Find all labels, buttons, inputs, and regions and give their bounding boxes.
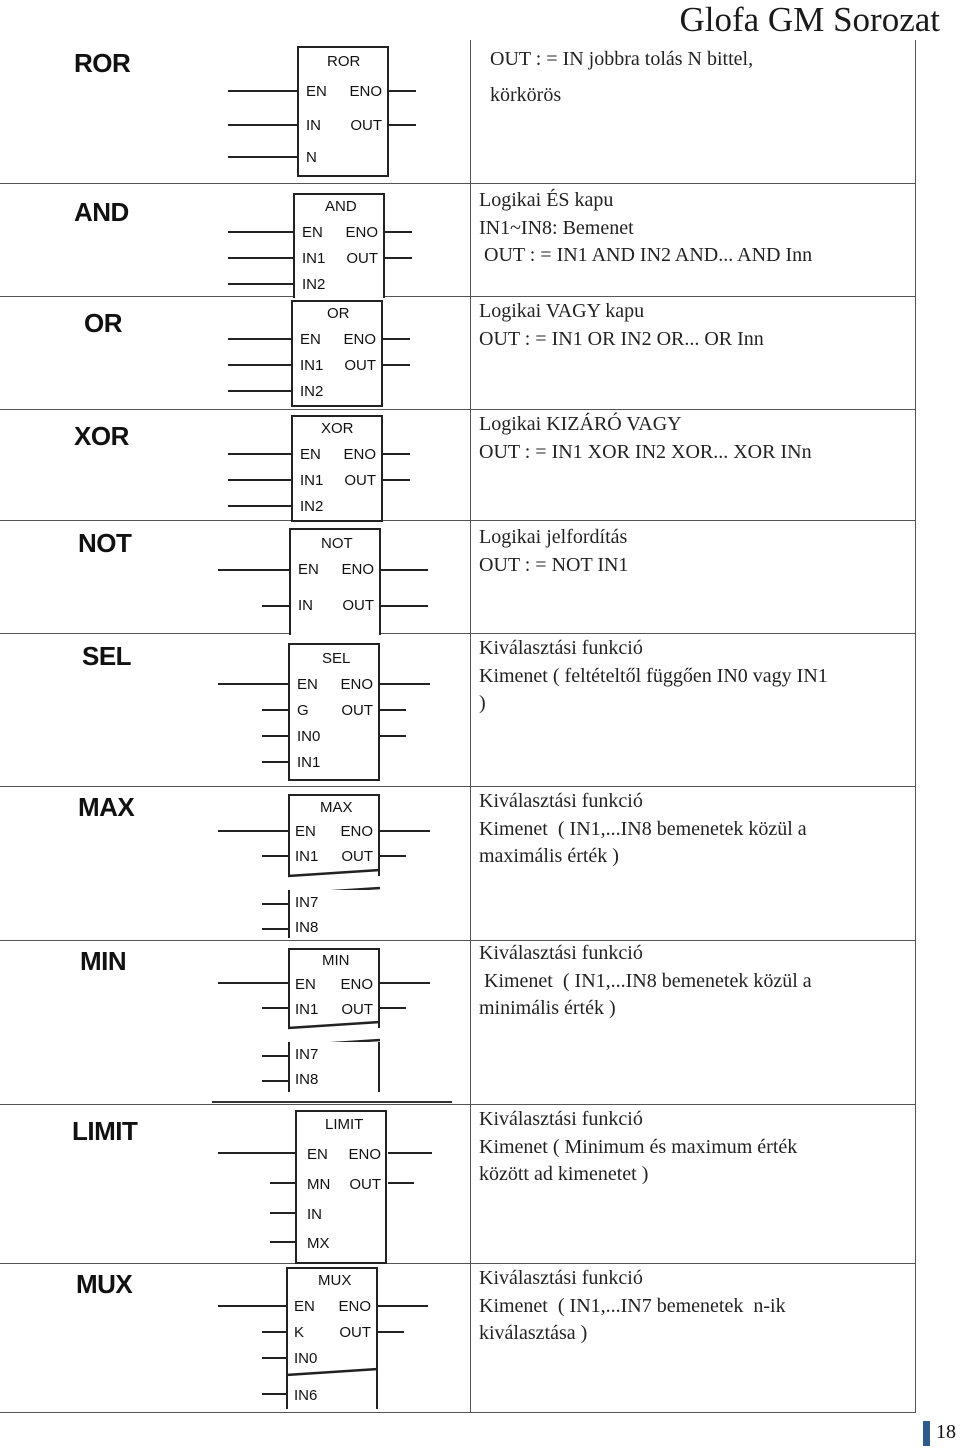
description-line: OUT : = IN jobbra tolás N bittel, [490, 48, 754, 70]
block-output: ENO [340, 823, 373, 840]
function-block [288, 948, 380, 1028]
description-line: minimális érték ) [479, 997, 616, 1019]
function-description [479, 1265, 909, 1348]
block-input: N [306, 149, 317, 166]
description-line: Kimenet ( IN1,...IN8 bemenetek közül a [479, 969, 812, 992]
input-wire [228, 453, 292, 455]
block-input: IN8 [295, 1071, 319, 1088]
function-row-not [0, 520, 916, 633]
output-wire [388, 90, 416, 92]
function-name: MUX [76, 1269, 133, 1299]
page-number: 18 [936, 1421, 956, 1443]
block-input: IN7 [295, 894, 319, 911]
output-wire [382, 364, 410, 366]
block-output: ENO [345, 224, 378, 241]
description-line: OUT : = IN1 OR IN2 OR... OR Inn [479, 327, 764, 350]
function-row-min [0, 940, 916, 1104]
block-input: MN [307, 1176, 331, 1193]
description-line: OUT : = IN1 AND IN2 AND... AND Inn [479, 244, 813, 266]
function-name: OR [84, 308, 122, 338]
output-wire [380, 735, 406, 737]
function-row-max [0, 786, 916, 940]
input-wire [228, 479, 292, 481]
input-wire [218, 1152, 296, 1154]
function-name: NOT [78, 528, 132, 558]
input-wire [228, 390, 292, 392]
block-output: OUT [344, 472, 376, 489]
output-wire [380, 709, 406, 711]
block-output: ENO [349, 83, 382, 100]
block-title: ROR [327, 53, 361, 70]
input-wire [270, 1212, 296, 1214]
output-wire [380, 569, 428, 571]
function-name: SEL [82, 641, 132, 671]
function-block [286, 1267, 378, 1409]
block-input: IN6 [294, 1387, 318, 1404]
input-wire [228, 283, 294, 285]
description-line: ) [479, 692, 486, 714]
output-wire [380, 1007, 406, 1009]
block-output: ENO [340, 976, 373, 993]
input-wire [262, 1357, 286, 1359]
block-title: LIMIT [325, 1116, 364, 1133]
block-input: IN8 [295, 919, 319, 936]
input-wire [270, 1241, 296, 1243]
block-input: IN2 [302, 276, 326, 293]
block-input: IN2 [300, 383, 324, 400]
block-input: IN1 [295, 848, 319, 865]
input-wire [262, 1393, 286, 1395]
block-input: EN [295, 976, 316, 993]
input-wire [262, 903, 288, 905]
output-wire [388, 1152, 432, 1154]
block-output: OUT [339, 1324, 371, 1341]
function-description [479, 411, 909, 466]
output-wire [388, 1182, 414, 1184]
block-title: SEL [322, 650, 351, 667]
input-wire [218, 830, 288, 832]
description-line: IN1~IN8: Bemenet [479, 216, 634, 239]
input-wire [228, 90, 298, 92]
function-block-lower [288, 1042, 380, 1092]
input-wire [262, 605, 290, 607]
block-input: IN2 [300, 498, 324, 515]
input-wire [262, 1055, 288, 1057]
header-title: Glofa GM Sorozat [679, 0, 940, 39]
output-wire [384, 231, 412, 233]
description-line: Logikai VAGY kapu [479, 300, 645, 322]
output-wire [380, 982, 430, 984]
function-name: MAX [78, 792, 135, 822]
output-wire [380, 683, 430, 685]
input-wire [262, 1080, 288, 1082]
output-wire [382, 479, 410, 481]
function-description [479, 788, 909, 871]
block-input: K [294, 1324, 305, 1341]
function-block-lower [288, 890, 378, 938]
input-wire [228, 124, 298, 126]
block-input: IN1 [297, 754, 321, 771]
function-name: AND [74, 197, 129, 227]
description-line: között ad kimenetet ) [479, 1163, 649, 1185]
output-wire [380, 605, 428, 607]
function-block [291, 415, 383, 522]
block-output: OUT [341, 848, 373, 865]
output-wire [388, 124, 416, 126]
output-wire [382, 338, 410, 340]
block-input: IN [306, 117, 321, 134]
function-block [291, 300, 383, 407]
block-output: ENO [348, 1146, 381, 1163]
block-input: EN [300, 331, 321, 348]
output-wire [380, 830, 430, 832]
block-break-marker [284, 1363, 380, 1379]
block-output: OUT [342, 597, 374, 614]
function-row-or [0, 296, 916, 409]
description-line: Kiválasztási funkció [479, 942, 643, 964]
description-line: Logikai ÉS kapu [479, 189, 614, 211]
input-wire [262, 1331, 286, 1333]
block-title: AND [325, 198, 357, 215]
function-description [479, 635, 909, 718]
function-name: ROR [74, 48, 131, 78]
block-input: IN1 [300, 357, 324, 374]
function-name: XOR [74, 421, 129, 451]
block-title: OR [327, 305, 350, 322]
function-description [479, 1106, 909, 1189]
block-output: ENO [341, 561, 374, 578]
description-line: Logikai jelfordítás [479, 526, 628, 548]
description-line: Kiválasztási funkció [479, 790, 643, 812]
description-line: Kiválasztási funkció [479, 1267, 643, 1289]
output-wire [378, 1305, 428, 1307]
block-input: IN0 [294, 1350, 318, 1367]
block-input: IN [298, 597, 313, 614]
function-row-xor [0, 409, 916, 520]
input-wire [218, 683, 288, 685]
function-block [289, 528, 381, 635]
section-rule [212, 1101, 452, 1103]
block-output: ENO [338, 1298, 371, 1315]
block-input: EN [294, 1298, 315, 1315]
input-wire [228, 156, 298, 158]
description-line: Kimenet ( feltételtől függően IN0 vagy IN1 [479, 664, 828, 687]
block-input: EN [297, 676, 318, 693]
page-number-marker [923, 1421, 930, 1446]
block-input: EN [306, 83, 327, 100]
function-row-limit [0, 1104, 916, 1263]
function-description [479, 187, 909, 270]
function-block [288, 643, 380, 781]
table-border-bottom [0, 1412, 916, 1413]
output-wire [384, 257, 412, 259]
input-wire [218, 982, 288, 984]
description-line: Kimenet ( IN1,...IN8 bemenetek közül a [479, 817, 807, 840]
input-wire [228, 257, 294, 259]
function-description [479, 940, 909, 1023]
block-title: MUX [318, 1272, 352, 1289]
block-input: IN [307, 1206, 322, 1223]
function-name: LIMIT [72, 1116, 138, 1146]
output-wire [382, 453, 410, 455]
function-block [293, 193, 385, 298]
description-line: Kiválasztási funkció [479, 637, 643, 659]
function-row-sel [0, 633, 916, 786]
block-input: G [297, 702, 309, 719]
block-input: EN [307, 1146, 328, 1163]
description-line: kiválasztása ) [479, 1322, 588, 1344]
block-title: MAX [320, 799, 353, 816]
input-wire [218, 1305, 286, 1307]
output-wire [380, 855, 406, 857]
description-line: Logikai KIZÁRÓ VAGY [479, 413, 682, 435]
function-block [295, 1110, 387, 1264]
block-output: OUT [350, 117, 382, 134]
block-output: ENO [343, 446, 376, 463]
block-input: EN [300, 446, 321, 463]
function-block [288, 794, 380, 876]
block-title: MIN [322, 952, 350, 969]
block-output: ENO [340, 676, 373, 693]
description-line: maximális érték ) [479, 845, 619, 867]
block-input: EN [298, 561, 319, 578]
function-row-mux [0, 1263, 916, 1412]
input-wire [228, 338, 292, 340]
block-output: OUT [341, 1001, 373, 1018]
block-input: MX [307, 1235, 330, 1252]
description-line: OUT : = IN1 XOR IN2 XOR... XOR INn [479, 440, 812, 463]
description-line: OUT : = NOT IN1 [479, 553, 629, 576]
block-input: IN0 [297, 728, 321, 745]
input-wire [262, 735, 288, 737]
block-input: EN [302, 224, 323, 241]
input-wire [262, 761, 288, 763]
input-wire [262, 1007, 288, 1009]
input-wire [218, 569, 290, 571]
function-description [490, 46, 920, 109]
input-wire [262, 928, 288, 930]
description-line: Kimenet ( IN1,...IN7 bemenetek n-ik [479, 1294, 786, 1317]
block-input: EN [295, 823, 316, 840]
input-wire [262, 855, 288, 857]
input-wire [228, 364, 292, 366]
function-name: MIN [80, 946, 127, 976]
block-input: IN7 [295, 1046, 319, 1063]
function-description [479, 524, 909, 579]
input-wire [228, 231, 294, 233]
input-wire [228, 505, 292, 507]
block-output: OUT [349, 1176, 381, 1193]
block-output: OUT [346, 250, 378, 267]
block-title: NOT [321, 535, 353, 552]
block-output: OUT [341, 702, 373, 719]
block-input: IN1 [295, 1001, 319, 1018]
description-line: Kimenet ( Minimum és maximum érték [479, 1135, 798, 1158]
block-output: ENO [343, 331, 376, 348]
input-wire [270, 1182, 296, 1184]
block-output: OUT [344, 357, 376, 374]
block-input: IN1 [302, 250, 326, 267]
block-title: XOR [321, 420, 354, 437]
function-row-ror [0, 40, 916, 183]
block-input: IN1 [300, 472, 324, 489]
input-wire [262, 709, 288, 711]
description-line: Kiválasztási funkció [479, 1108, 643, 1130]
function-row-and [0, 183, 916, 296]
function-description [479, 298, 909, 353]
output-wire [378, 1331, 404, 1333]
description-line: körkörös [490, 83, 562, 106]
function-block [297, 46, 389, 177]
